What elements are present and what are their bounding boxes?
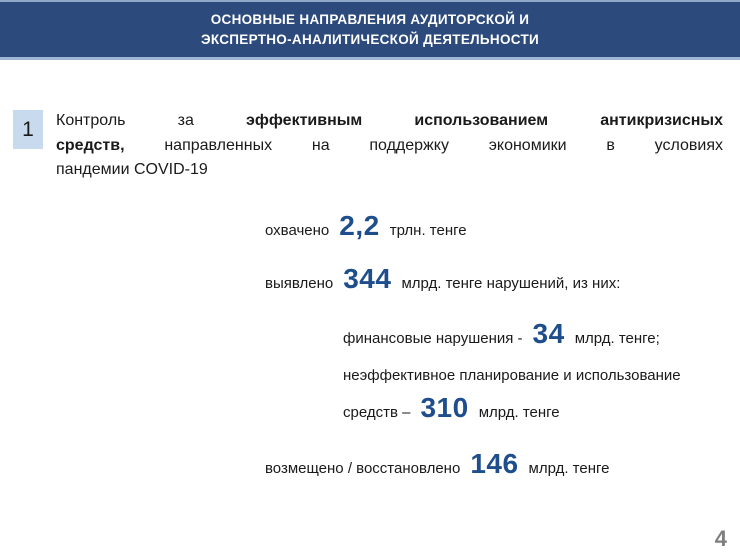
item-number-badge: 1 (13, 110, 43, 149)
stat-value: 344 (343, 263, 392, 294)
item-1-text-line-1 (56, 109, 723, 134)
paragraph-bold: эффективным использованием антикризисных (246, 112, 723, 129)
item-1-text-line-3: пандемии COVID-19 (56, 161, 208, 178)
stat-value: 2,2 (339, 210, 380, 241)
paragraph-regular: Контроль за (56, 112, 194, 129)
stat-label: возмещено / восстановлено (265, 460, 461, 477)
paragraph-bold: средств, (56, 136, 125, 154)
stat-label: средств – (343, 404, 411, 421)
item-1-text (56, 109, 723, 183)
page-number: 4 (714, 526, 727, 551)
stat-unit: трлн. тенге (389, 222, 467, 239)
stat-recovered (265, 448, 610, 480)
stat-financial-violations (343, 318, 660, 350)
slide-title-line-2: ЭКСПЕРТНО-АНАЛИТИЧЕСКОЙ ДЕЯТЕЛЬНОСТИ (200, 31, 540, 47)
stat-label: выявлено (265, 275, 334, 292)
stat-value: 146 (470, 448, 519, 479)
item-1-text-line-2 (56, 134, 723, 159)
stat-coverage (265, 210, 467, 242)
stat-value: 310 (420, 392, 469, 423)
slide-title-bar (0, 0, 740, 60)
stat-unit: млрд. тенге нарушений, из них: (401, 275, 621, 292)
stat-unit: млрд. тенге (528, 460, 610, 477)
stat-value: 34 (532, 318, 565, 349)
stat-label: финансовые нарушения - (343, 330, 523, 347)
stat-unit: млрд. тенге; (574, 330, 660, 347)
paragraph-regular: направленных на поддержку экономики в условиях (164, 136, 723, 154)
stat-unit: млрд. тенге (478, 404, 560, 421)
stat-label: охвачено (265, 222, 330, 239)
stat-ineffective-planning-line-1: неэффективное планирование и использование (343, 367, 681, 384)
stat-violations (265, 263, 620, 295)
stat-ineffective-planning (343, 392, 560, 424)
slide-title-line-1: ОСНОВНЫЕ НАПРАВЛЕНИЯ АУДИТОРСКОЙ И (210, 11, 530, 27)
